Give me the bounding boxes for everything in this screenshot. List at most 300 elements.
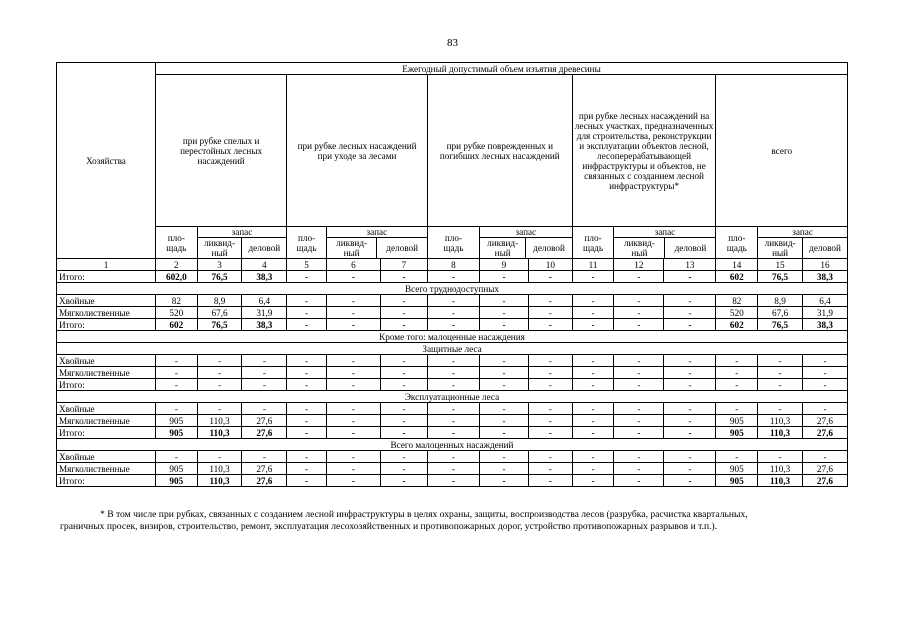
table-cell: - bbox=[614, 307, 664, 319]
table-cell: - bbox=[381, 415, 428, 427]
table-row bbox=[57, 379, 848, 391]
table-cell: - bbox=[479, 379, 528, 391]
section-row bbox=[57, 283, 848, 295]
table-cell: - bbox=[287, 319, 327, 331]
header-liquid bbox=[480, 238, 526, 259]
table-cell: - bbox=[287, 403, 327, 415]
header-subrow bbox=[57, 227, 848, 259]
table-cell: - bbox=[326, 451, 380, 463]
table-cell: - bbox=[528, 355, 572, 367]
header-stock-label: запас bbox=[614, 227, 715, 238]
table-cell: - bbox=[614, 295, 664, 307]
column-number: 8 bbox=[427, 259, 479, 271]
row-label: Хвойные bbox=[57, 403, 156, 415]
table-cell: - bbox=[572, 295, 614, 307]
row-label: Итого: bbox=[57, 379, 156, 391]
table-cell: - bbox=[528, 427, 572, 439]
table-cell: - bbox=[664, 415, 716, 427]
table-cell: 110,3 bbox=[197, 475, 242, 487]
row-label: Хвойные bbox=[57, 451, 156, 463]
table-cell: - bbox=[326, 415, 380, 427]
table-cell: - bbox=[528, 319, 572, 331]
table-cell: - bbox=[155, 379, 197, 391]
table-cell: - bbox=[664, 379, 716, 391]
table-cell: - bbox=[381, 475, 428, 487]
table-cell: - bbox=[197, 367, 242, 379]
table-cell: - bbox=[479, 427, 528, 439]
table-cell: - bbox=[155, 367, 197, 379]
table-cell: - bbox=[197, 403, 242, 415]
row-label: Хвойные bbox=[57, 355, 156, 367]
table-cell: - bbox=[287, 427, 327, 439]
table-row bbox=[57, 295, 848, 307]
table-cell: - bbox=[287, 355, 327, 367]
table-cell: - bbox=[664, 271, 716, 283]
table-cell: 110,3 bbox=[758, 415, 803, 427]
table-cell: - bbox=[326, 463, 380, 475]
table-cell: - bbox=[528, 475, 572, 487]
table-cell: 6,4 bbox=[802, 295, 847, 307]
table-cell: - bbox=[664, 475, 716, 487]
table-cell: - bbox=[427, 451, 479, 463]
header-business: деловой bbox=[674, 243, 707, 253]
table-cell: - bbox=[664, 367, 716, 379]
table-cell: - bbox=[326, 319, 380, 331]
table-cell: 27,6 bbox=[242, 475, 287, 487]
header-area-thinning bbox=[287, 227, 327, 259]
table-cell: 110,3 bbox=[758, 463, 803, 475]
table-row bbox=[57, 451, 848, 463]
table-cell: 38,3 bbox=[242, 319, 287, 331]
table-cell: - bbox=[326, 367, 380, 379]
table-cell: 602 bbox=[716, 271, 758, 283]
table-cell: - bbox=[572, 415, 614, 427]
header-stock-damaged bbox=[479, 227, 572, 259]
header-area-damaged bbox=[427, 227, 479, 259]
table-cell: - bbox=[427, 475, 479, 487]
table-cell: - bbox=[802, 403, 847, 415]
section-row bbox=[57, 391, 848, 403]
table-cell: - bbox=[614, 403, 664, 415]
header-stock-label: запас bbox=[758, 227, 847, 238]
table-cell: - bbox=[572, 355, 614, 367]
table-cell: - bbox=[479, 307, 528, 319]
table-row bbox=[57, 307, 848, 319]
table-cell: - bbox=[197, 355, 242, 367]
header-group-thinning: при рубке лесных насаждений при уходе за лесами bbox=[287, 75, 428, 227]
header-area-top: пло- bbox=[167, 232, 185, 243]
table-cell: - bbox=[716, 379, 758, 391]
column-number: 4 bbox=[242, 259, 287, 271]
table-cell: - bbox=[758, 367, 803, 379]
table-cell: 76,5 bbox=[758, 319, 803, 331]
header-farms: Хозяйства bbox=[57, 63, 156, 259]
column-number: 2 bbox=[155, 259, 197, 271]
table-cell: - bbox=[528, 463, 572, 475]
table-cell: - bbox=[479, 415, 528, 427]
column-number: 14 bbox=[716, 259, 758, 271]
table-cell: 27,6 bbox=[802, 475, 847, 487]
table-cell: 602 bbox=[716, 319, 758, 331]
column-number-row bbox=[57, 259, 848, 271]
column-number: 10 bbox=[528, 259, 572, 271]
table-cell: 82 bbox=[155, 295, 197, 307]
table-cell: - bbox=[572, 475, 614, 487]
table-cell: - bbox=[479, 319, 528, 331]
table-cell: - bbox=[528, 415, 572, 427]
table-cell: - bbox=[326, 379, 380, 391]
table-cell: - bbox=[427, 427, 479, 439]
table-cell: - bbox=[664, 403, 716, 415]
table-cell: - bbox=[427, 367, 479, 379]
table-cell: 905 bbox=[155, 415, 197, 427]
table-cell: - bbox=[802, 367, 847, 379]
table-cell: - bbox=[242, 355, 287, 367]
table-cell: 905 bbox=[716, 463, 758, 475]
table-cell: - bbox=[614, 319, 664, 331]
table-cell: - bbox=[326, 403, 380, 415]
table-cell: - bbox=[381, 403, 428, 415]
table-cell: - bbox=[664, 319, 716, 331]
table-cell: - bbox=[572, 451, 614, 463]
table-cell: - bbox=[427, 415, 479, 427]
header-area-infrastructure bbox=[572, 227, 614, 259]
total-row bbox=[57, 427, 848, 439]
column-number: 7 bbox=[381, 259, 428, 271]
header-liquid bbox=[614, 238, 665, 259]
table-cell: - bbox=[572, 307, 614, 319]
row-label: Мягколиственные bbox=[57, 307, 156, 319]
header-stock-mature bbox=[197, 227, 287, 259]
header-area-bottom: щадь bbox=[726, 242, 747, 253]
total-row bbox=[57, 271, 848, 283]
table-cell: - bbox=[287, 475, 327, 487]
section-title: Всего труднодоступных bbox=[57, 283, 848, 295]
table-cell: 38,3 bbox=[802, 319, 847, 331]
table-cell: - bbox=[479, 295, 528, 307]
table-cell: - bbox=[528, 307, 572, 319]
table-cell: - bbox=[427, 403, 479, 415]
table-cell: 6,4 bbox=[242, 295, 287, 307]
table-cell: 905 bbox=[155, 463, 197, 475]
table-cell: - bbox=[614, 355, 664, 367]
header-stock-label: запас bbox=[327, 227, 427, 238]
table-cell: 76,5 bbox=[197, 271, 242, 283]
table-body bbox=[57, 271, 848, 487]
table-cell: - bbox=[287, 295, 327, 307]
header-liquid-top: ликвид- bbox=[336, 238, 368, 248]
table-cell: - bbox=[287, 367, 327, 379]
header-group-mature: при рубке спелых и перестойных лесных насаждений bbox=[155, 75, 286, 227]
table-cell: 905 bbox=[155, 427, 197, 439]
header-main-title: Ежегодный допустимый объем изъятия древесины bbox=[155, 63, 847, 75]
footnote-line-2: граничных просек, визиров, строительство, ремонт, эксплуатация лесохозяйственных и противопожарных дорог, устройство противопожарных разрывов и т.п.). bbox=[60, 521, 718, 532]
table-cell: 67,6 bbox=[758, 307, 803, 319]
row-label: Итого: bbox=[57, 319, 156, 331]
table-cell: - bbox=[528, 379, 572, 391]
header-stock-thinning bbox=[326, 227, 427, 259]
table-cell: 8,9 bbox=[197, 295, 242, 307]
header-stock-label: запас bbox=[480, 227, 572, 238]
table-cell: - bbox=[716, 403, 758, 415]
table-cell: - bbox=[326, 475, 380, 487]
table-cell: 27,6 bbox=[802, 427, 847, 439]
timber-harvest-table bbox=[56, 62, 848, 487]
section-row bbox=[57, 331, 848, 343]
table-cell: - bbox=[326, 307, 380, 319]
row-label: Хвойные bbox=[57, 295, 156, 307]
column-number: 5 bbox=[287, 259, 327, 271]
table-cell: - bbox=[664, 295, 716, 307]
table-cell: 8,9 bbox=[758, 295, 803, 307]
table-cell: - bbox=[479, 367, 528, 379]
table-cell: 76,5 bbox=[758, 271, 803, 283]
table-cell: - bbox=[614, 415, 664, 427]
header-area-top: пло- bbox=[297, 232, 316, 243]
header-business: деловой bbox=[386, 243, 418, 253]
table-cell: - bbox=[572, 367, 614, 379]
table-cell: - bbox=[427, 295, 479, 307]
total-row bbox=[57, 319, 848, 331]
header-area-total bbox=[716, 227, 758, 259]
table-cell: - bbox=[528, 367, 572, 379]
header-area-bottom: щадь bbox=[166, 242, 187, 253]
table-cell: - bbox=[381, 451, 428, 463]
table-cell: - bbox=[287, 415, 327, 427]
table-cell: - bbox=[287, 451, 327, 463]
table-cell: 67,6 bbox=[197, 307, 242, 319]
column-number: 12 bbox=[614, 259, 664, 271]
table-cell: - bbox=[287, 379, 327, 391]
table-cell: 602 bbox=[155, 319, 197, 331]
table-cell: - bbox=[326, 271, 380, 283]
table-cell: - bbox=[326, 355, 380, 367]
header-liquid-bottom: ный bbox=[211, 248, 228, 258]
table-cell: - bbox=[758, 403, 803, 415]
table-cell: - bbox=[479, 403, 528, 415]
table-cell: - bbox=[664, 355, 716, 367]
column-number: 1 bbox=[57, 259, 156, 271]
table-cell: - bbox=[427, 271, 479, 283]
table-cell: - bbox=[528, 295, 572, 307]
table-row bbox=[57, 463, 848, 475]
table-cell: - bbox=[758, 355, 803, 367]
table-cell: - bbox=[716, 451, 758, 463]
table-cell: 31,9 bbox=[802, 307, 847, 319]
table-cell: 27,6 bbox=[242, 415, 287, 427]
table-row bbox=[57, 415, 848, 427]
table-row bbox=[57, 355, 848, 367]
table-cell: 27,6 bbox=[242, 427, 287, 439]
table-cell: - bbox=[572, 271, 614, 283]
table-cell: - bbox=[528, 451, 572, 463]
header-liquid-bottom: ный bbox=[631, 248, 648, 258]
table-cell: - bbox=[427, 379, 479, 391]
header-area-bottom: щадь bbox=[583, 242, 604, 253]
table-cell: - bbox=[427, 355, 479, 367]
section-title: Защитные леса bbox=[57, 343, 848, 355]
section-row bbox=[57, 439, 848, 451]
table-cell: 27,6 bbox=[802, 415, 847, 427]
table-cell: - bbox=[572, 427, 614, 439]
table-cell: 905 bbox=[716, 475, 758, 487]
header-group-infrastructure: при рубке лесных насаждений на лесных участках, предназначенных для строительства, реконструкции и эксплуатации объектов лесной, лесоперерабатывающей инфраструктуры и объектов, не связанных с созданием лесной инфраструктуры* bbox=[572, 75, 716, 227]
section-title: Эксплуатационные леса bbox=[57, 391, 848, 403]
table-cell: - bbox=[528, 271, 572, 283]
table-cell: - bbox=[381, 319, 428, 331]
table-cell: - bbox=[572, 319, 614, 331]
table-cell: - bbox=[479, 355, 528, 367]
header-business: деловой bbox=[248, 243, 281, 253]
section-row bbox=[57, 343, 848, 355]
table-row bbox=[57, 403, 848, 415]
table-cell: - bbox=[802, 379, 847, 391]
table-cell: - bbox=[572, 403, 614, 415]
table-cell: - bbox=[758, 379, 803, 391]
table-cell: - bbox=[614, 271, 664, 283]
header-area-mature bbox=[155, 227, 197, 259]
table-cell: - bbox=[758, 451, 803, 463]
table-cell: 38,3 bbox=[242, 271, 287, 283]
section-title: Всего малоценных насаждений bbox=[57, 439, 848, 451]
row-label: Мягколиственные bbox=[57, 415, 156, 427]
total-row bbox=[57, 475, 848, 487]
column-number: 11 bbox=[572, 259, 614, 271]
table-cell: - bbox=[528, 403, 572, 415]
table-cell: - bbox=[427, 307, 479, 319]
table-cell: 110,3 bbox=[758, 475, 803, 487]
footnote bbox=[60, 509, 850, 533]
table-cell: - bbox=[572, 379, 614, 391]
table-cell: 110,3 bbox=[758, 427, 803, 439]
table-cell: - bbox=[381, 427, 428, 439]
table-cell: 76,5 bbox=[197, 319, 242, 331]
table-cell: - bbox=[242, 451, 287, 463]
column-number: 9 bbox=[479, 259, 528, 271]
header-stock-infrastructure bbox=[614, 227, 716, 259]
table-cell: - bbox=[479, 271, 528, 283]
table-cell: 905 bbox=[716, 415, 758, 427]
table-cell: 82 bbox=[716, 295, 758, 307]
table-cell: - bbox=[381, 271, 428, 283]
table-cell: 27,6 bbox=[242, 463, 287, 475]
table-cell: - bbox=[287, 463, 327, 475]
header-liquid bbox=[327, 238, 377, 259]
table-cell: - bbox=[664, 427, 716, 439]
table-cell: - bbox=[427, 463, 479, 475]
table-cell: 110,3 bbox=[197, 463, 242, 475]
header-area-bottom: щадь bbox=[296, 242, 317, 253]
header-liquid-bottom: ный bbox=[494, 248, 511, 258]
column-number: 13 bbox=[664, 259, 716, 271]
table-cell: - bbox=[155, 451, 197, 463]
table-cell: - bbox=[381, 463, 428, 475]
table-cell: 602,0 bbox=[155, 271, 197, 283]
table-cell: - bbox=[287, 271, 327, 283]
table-cell: - bbox=[664, 451, 716, 463]
table-cell: - bbox=[479, 475, 528, 487]
footnote-line-1: * В том числе при рубках, связанных с созданием лесной инфраструктуры в целях охраны, защиты, воспроизводства лесов (разрубка, расчистка квартальных, bbox=[100, 509, 748, 520]
table-cell: - bbox=[381, 367, 428, 379]
table-cell: - bbox=[242, 367, 287, 379]
table-cell: - bbox=[155, 355, 197, 367]
header-area-bottom: щадь bbox=[443, 242, 464, 253]
table-cell: - bbox=[614, 379, 664, 391]
row-label: Итого: bbox=[57, 271, 156, 283]
table-cell: - bbox=[381, 355, 428, 367]
header-area-top: пло- bbox=[584, 232, 602, 243]
table-cell: - bbox=[802, 355, 847, 367]
header-group-total: всего bbox=[716, 75, 848, 227]
table-cell: - bbox=[614, 475, 664, 487]
header-area-top: пло- bbox=[444, 232, 463, 243]
header-business: деловой bbox=[533, 243, 565, 253]
table-cell: 38,3 bbox=[802, 271, 847, 283]
header-business: деловой bbox=[809, 243, 841, 253]
page-number: 83 bbox=[447, 37, 458, 49]
header-liquid-top: ликвид- bbox=[487, 238, 519, 248]
table-cell: - bbox=[242, 403, 287, 415]
table-cell: - bbox=[664, 307, 716, 319]
column-number: 3 bbox=[197, 259, 242, 271]
table-cell: 905 bbox=[716, 427, 758, 439]
table-cell: - bbox=[197, 451, 242, 463]
table-cell: - bbox=[427, 319, 479, 331]
table-cell: - bbox=[614, 367, 664, 379]
table-cell: - bbox=[287, 307, 327, 319]
header-liquid bbox=[198, 238, 242, 259]
table-cell: - bbox=[326, 295, 380, 307]
table-cell: - bbox=[242, 379, 287, 391]
table-cell: 520 bbox=[155, 307, 197, 319]
table-cell: 905 bbox=[155, 475, 197, 487]
header-liquid-top: ликвид- bbox=[623, 238, 655, 248]
header-liquid-bottom: ный bbox=[772, 248, 789, 258]
table-header bbox=[57, 63, 848, 271]
table-cell: - bbox=[664, 463, 716, 475]
header-area-top: пло- bbox=[728, 232, 746, 243]
table-cell: - bbox=[326, 427, 380, 439]
header-group-damaged: при рубке поврежденных и погибших лесных насаждений bbox=[427, 75, 572, 227]
table-cell: - bbox=[479, 463, 528, 475]
table-cell: - bbox=[802, 451, 847, 463]
table-cell: 110,3 bbox=[197, 427, 242, 439]
table-cell: - bbox=[155, 403, 197, 415]
header-stock-label: запас bbox=[198, 227, 287, 238]
header-liquid-top: ликвид- bbox=[204, 238, 236, 248]
table-cell: 31,9 bbox=[242, 307, 287, 319]
table-cell: 520 bbox=[716, 307, 758, 319]
table-cell: - bbox=[479, 451, 528, 463]
table-cell: - bbox=[381, 295, 428, 307]
row-label: Мягколиственные bbox=[57, 463, 156, 475]
column-number: 16 bbox=[802, 259, 847, 271]
column-number: 6 bbox=[326, 259, 380, 271]
table-cell: - bbox=[381, 307, 428, 319]
row-label: Итого: bbox=[57, 427, 156, 439]
table-cell: - bbox=[614, 427, 664, 439]
table-cell: - bbox=[614, 463, 664, 475]
table-cell: - bbox=[716, 367, 758, 379]
table-cell: 27,6 bbox=[802, 463, 847, 475]
header-liquid-bottom: ный bbox=[343, 248, 360, 258]
table-row bbox=[57, 367, 848, 379]
table-cell: - bbox=[716, 355, 758, 367]
table-cell: - bbox=[197, 379, 242, 391]
header-liquid bbox=[758, 238, 802, 259]
row-label: Мягколиственные bbox=[57, 367, 156, 379]
header-liquid-top: ликвид- bbox=[764, 238, 796, 248]
